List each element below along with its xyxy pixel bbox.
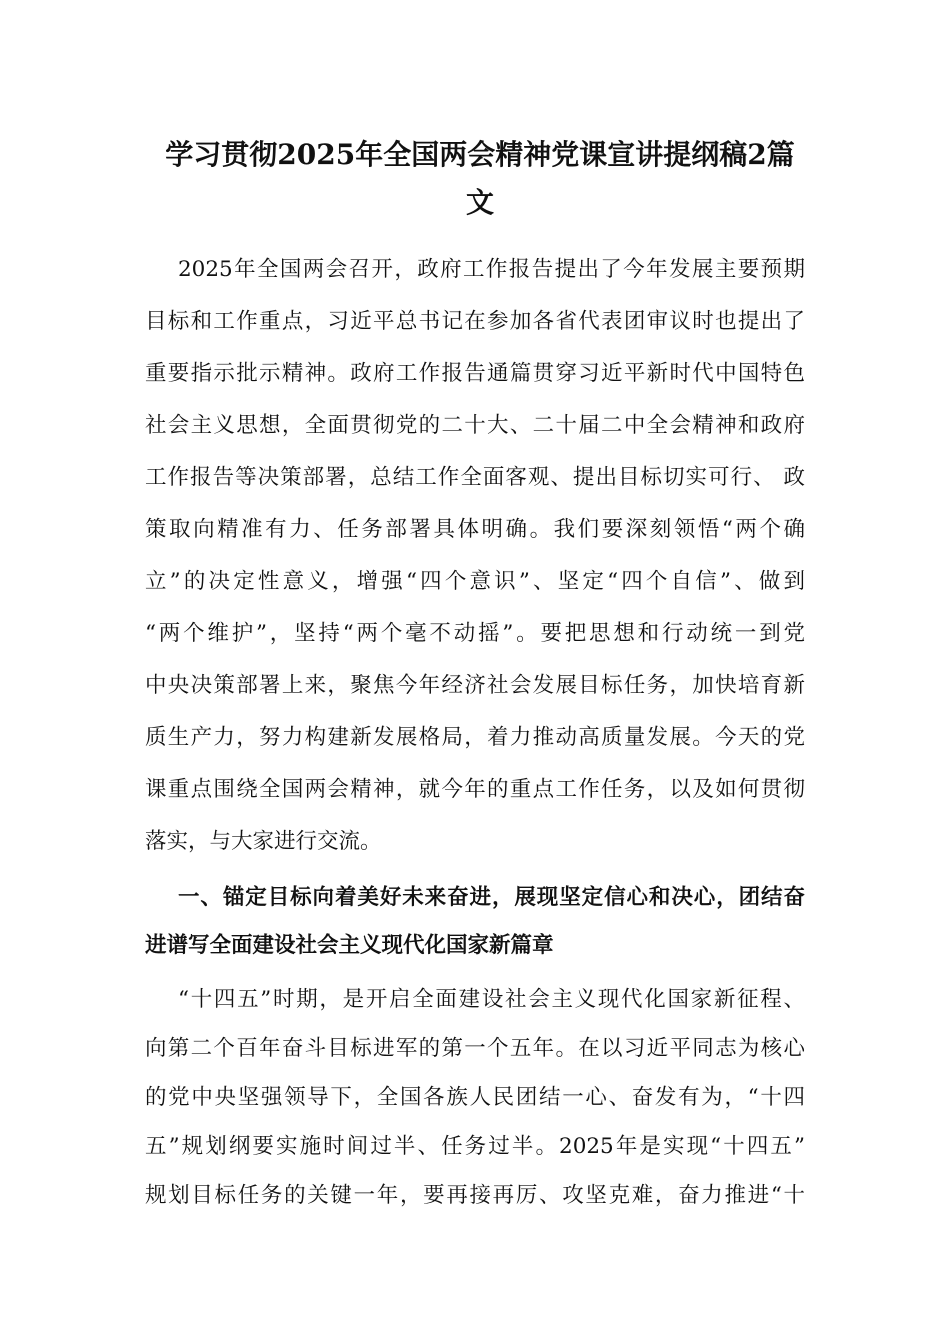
text-line: 目标和工作重点，习近平总书记在参加各省代表团审议时也提出了: [145, 309, 805, 334]
text-line: 落实，与大家进行交流。: [145, 829, 382, 854]
text-line: 立”的决定性意义，增强“四个意识”、坚定“四个自信”、做到: [145, 569, 805, 594]
text-line: 规划目标任务的关键一年，要再接再厉、攻坚克难，奋力推进“十: [145, 1183, 805, 1208]
text-line: “两个维护”，坚持“两个毫不动摇”。要把思想和行动统一到党: [145, 621, 805, 646]
text-line: 策取向精准有力、任务部署具体明确。我们要深刻领悟“两个确: [145, 517, 805, 542]
text-line: 2025年全国两会召开，政府工作报告提出了今年发展主要预期: [178, 257, 805, 282]
text-line: 课重点围绕全国两会精神，就今年的重点工作任务，以及如何贯彻: [145, 777, 805, 802]
heading-line: 一、锚定目标向着美好未来奋进，展现坚定信心和决心，团结奋: [178, 885, 805, 910]
text-line: 重要指示批示精神。政府工作报告通篇贯穿习近平新时代中国特色: [145, 361, 805, 386]
paragraph-intro: [145, 244, 805, 868]
text-line: 工作报告等决策部署，总结工作全面客观、提出目标切实可行、 政: [145, 465, 805, 490]
title-line: 文: [465, 186, 494, 219]
heading-line: 进谱写全面建设社会主义现代化国家新篇章: [145, 933, 554, 958]
paragraph-section-1: [145, 975, 805, 1220]
text-line: “十四五”时期，是开启全面建设社会主义现代化国家新征程、: [178, 987, 805, 1012]
title-line: 学习贯彻2025年全国两会精神党课宣讲提纲稿2篇: [165, 138, 795, 171]
section-heading-1: [145, 874, 805, 970]
text-line: 的党中央坚强领导下，全国各族人民团结一心、奋发有为，“十四: [145, 1085, 805, 1110]
text-line: 质生产力，努力构建新发展格局，着力推动高质量发展。今天的党: [145, 725, 805, 750]
text-line: 社会主义思想，全面贯彻党的二十大、二十届二中全会精神和政府: [145, 413, 805, 438]
text-line: 向第二个百年奋斗目标进军的第一个五年。在以习近平同志为核心: [145, 1036, 805, 1061]
text-line: 中央决策部署上来，聚焦今年经济社会发展目标任务，加快培育新: [145, 673, 805, 698]
document-title: [140, 131, 820, 227]
text-line: 五”规划纲要实施时间过半、任务过半。2025年是实现“十四五”: [145, 1134, 805, 1159]
